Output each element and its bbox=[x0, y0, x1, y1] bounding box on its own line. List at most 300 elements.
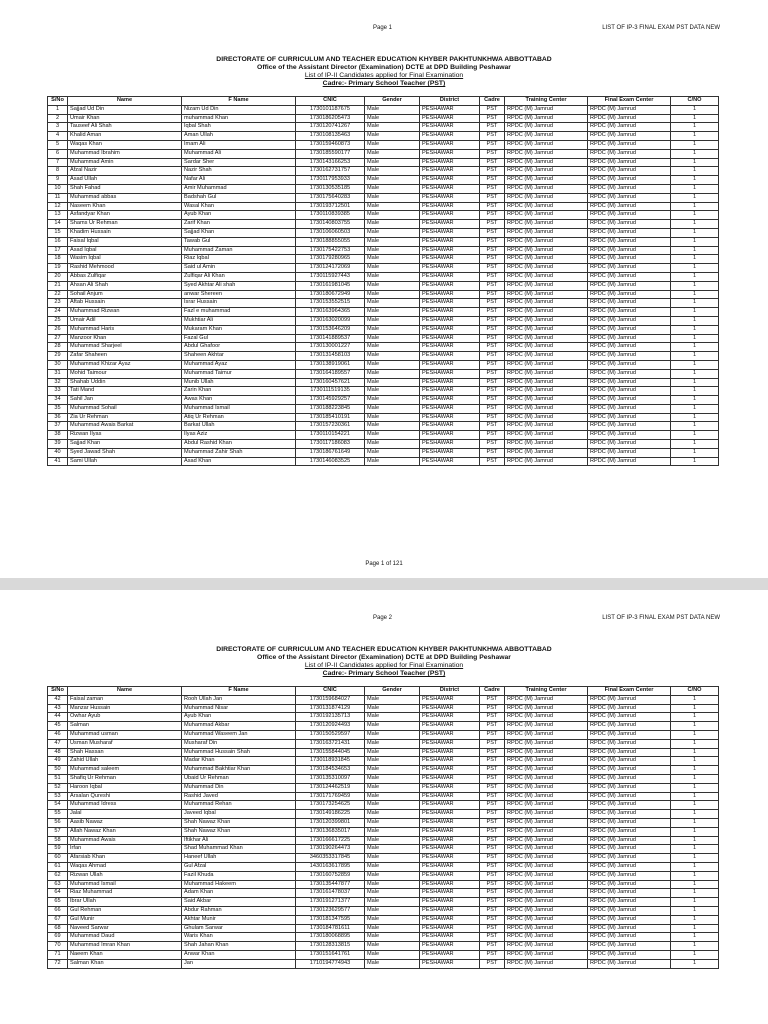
col-cnic: 1730184781611 bbox=[296, 924, 365, 933]
col-sno: 21 bbox=[48, 281, 68, 290]
col-name: Muhammad saleem bbox=[68, 766, 182, 775]
col-cnic: 1430163617895 bbox=[296, 862, 365, 871]
col-cnic: 1730110839385 bbox=[296, 211, 365, 220]
col-name: Rizwan Ilyas bbox=[68, 431, 182, 440]
col-name: Muhammad Khizar Ayaz bbox=[68, 360, 182, 369]
col-exam-center: RPDC (M) Jamrud bbox=[588, 810, 671, 819]
col-district: PESHAWAR bbox=[420, 132, 480, 141]
col-cadre: PST bbox=[480, 713, 505, 722]
col-name: Sahil Jan bbox=[68, 396, 182, 405]
col-exam-center: RPDC (M) Jamrud bbox=[588, 387, 671, 396]
col-gender: Male bbox=[365, 334, 420, 343]
col-district-header: District bbox=[420, 97, 480, 106]
col-sno: 45 bbox=[48, 722, 68, 731]
col-fname-header: F Name bbox=[182, 97, 296, 106]
col-name: Arsalan Qureshi bbox=[68, 792, 182, 801]
col-cadre: PST bbox=[480, 818, 505, 827]
col-cno: 1 bbox=[671, 889, 719, 898]
col-fname: Shad Muhammad Khan bbox=[182, 845, 296, 854]
col-gender: Male bbox=[365, 431, 420, 440]
col-cno: 1 bbox=[671, 810, 719, 819]
col-cadre: PST bbox=[480, 343, 505, 352]
col-exam-center: RPDC (M) Jamrud bbox=[588, 123, 671, 132]
col-fname: muhammad Khan bbox=[182, 114, 296, 123]
col-training-center: RPDC (M) Jamrud bbox=[505, 105, 588, 114]
col-exam-center: RPDC (M) Jamrud bbox=[588, 105, 671, 114]
col-sno: 56 bbox=[48, 818, 68, 827]
col-cno: 1 bbox=[671, 140, 719, 149]
col-cadre: PST bbox=[480, 924, 505, 933]
col-cadre: PST bbox=[480, 334, 505, 343]
col-district: PESHAWAR bbox=[420, 871, 480, 880]
col-cnic: 1730135310097 bbox=[296, 774, 365, 783]
col-district: PESHAWAR bbox=[420, 176, 480, 185]
col-gender-header: Gender bbox=[365, 687, 420, 696]
page-label: Page 1 bbox=[373, 25, 393, 31]
col-exam-center: RPDC (M) Jamrud bbox=[588, 360, 671, 369]
table-row bbox=[48, 818, 719, 827]
col-exam-center: RPDC (M) Jamrud bbox=[588, 730, 671, 739]
col-cno-header: C/NO bbox=[671, 687, 719, 696]
col-cnic: 1730117953933 bbox=[296, 176, 365, 185]
col-district: PESHAWAR bbox=[420, 140, 480, 149]
col-sno: 59 bbox=[48, 845, 68, 854]
col-cnic: 1730171769459 bbox=[296, 792, 365, 801]
col-cadre: PST bbox=[480, 378, 505, 387]
col-training-center: RPDC (M) Jamrud bbox=[505, 246, 588, 255]
table-row bbox=[48, 448, 719, 457]
col-cnic: 1730163964365 bbox=[296, 308, 365, 317]
col-cadre: PST bbox=[480, 123, 505, 132]
table-row bbox=[48, 369, 719, 378]
col-gender: Male bbox=[365, 906, 420, 915]
col-fname: Muhammad Din bbox=[182, 783, 296, 792]
col-cnic: 1730179280965 bbox=[296, 255, 365, 264]
col-district: PESHAWAR bbox=[420, 246, 480, 255]
candidates-table bbox=[47, 686, 719, 969]
col-training-center: RPDC (M) Jamrud bbox=[505, 334, 588, 343]
col-gender: Male bbox=[365, 950, 420, 959]
table-row bbox=[48, 352, 719, 361]
col-sno: 65 bbox=[48, 898, 68, 907]
list-title-header: LIST OF IP-3 FINAL EXAM PST DATA NEW bbox=[602, 615, 720, 621]
col-sno: 35 bbox=[48, 404, 68, 413]
col-cadre-header: Cadre bbox=[480, 97, 505, 106]
col-fname: Zulfiqar Ali Khan bbox=[182, 272, 296, 281]
col-cno: 1 bbox=[671, 757, 719, 766]
col-district: PESHAWAR bbox=[420, 827, 480, 836]
col-cadre: PST bbox=[480, 431, 505, 440]
col-cnic: 1730162731757 bbox=[296, 167, 365, 176]
col-training-center-header: Training Center bbox=[505, 97, 588, 106]
col-exam-center: RPDC (M) Jamrud bbox=[588, 281, 671, 290]
col-gender: Male bbox=[365, 810, 420, 819]
col-exam-center: RPDC (M) Jamrud bbox=[588, 158, 671, 167]
col-training-center: RPDC (M) Jamrud bbox=[505, 167, 588, 176]
col-name: Muhammad abbas bbox=[68, 193, 182, 202]
col-exam-center: RPDC (M) Jamrud bbox=[588, 264, 671, 273]
col-name: Shah Hassan bbox=[68, 748, 182, 757]
col-exam-center: RPDC (M) Jamrud bbox=[588, 176, 671, 185]
col-training-center: RPDC (M) Jamrud bbox=[505, 158, 588, 167]
col-name: Rizwan Ullah bbox=[68, 871, 182, 880]
col-exam-center: RPDC (M) Jamrud bbox=[588, 457, 671, 466]
col-fname: Ghulam Sarwar bbox=[182, 924, 296, 933]
col-sno: 1 bbox=[48, 105, 68, 114]
list-title-header: LIST OF IP-3 FINAL EXAM PST DATA NEW bbox=[602, 25, 720, 31]
col-cnic: 1730153552515 bbox=[296, 299, 365, 308]
title-directorate: DIRECTORATE OF CURRICULUM AND TEACHER EDUCATION KHYBER PAKHTUNKHWA ABBOTTABAD bbox=[216, 56, 552, 63]
col-district: PESHAWAR bbox=[420, 352, 480, 361]
col-cnic: 1730173254625 bbox=[296, 801, 365, 810]
table-row bbox=[48, 942, 719, 951]
col-name: Gul Rehman bbox=[68, 906, 182, 915]
title-list: List of IP-II Candidates applied for Final Examination bbox=[304, 662, 464, 669]
col-name: Wasim Iqbal bbox=[68, 255, 182, 264]
col-gender: Male bbox=[365, 202, 420, 211]
col-cnic: 1730193712501 bbox=[296, 202, 365, 211]
col-exam-center: RPDC (M) Jamrud bbox=[588, 237, 671, 246]
col-sno: 5 bbox=[48, 140, 68, 149]
col-fname: Said Akbar bbox=[182, 898, 296, 907]
col-cnic: 1730130535185 bbox=[296, 184, 365, 193]
table-row bbox=[48, 272, 719, 281]
col-fname: Mukhtiar Ali bbox=[182, 316, 296, 325]
col-cadre: PST bbox=[480, 898, 505, 907]
col-fname: Riaz Iqbal bbox=[182, 255, 296, 264]
col-gender: Male bbox=[365, 722, 420, 731]
col-name: Sajjad Khan bbox=[68, 440, 182, 449]
col-district: PESHAWAR bbox=[420, 255, 480, 264]
col-training-center: RPDC (M) Jamrud bbox=[505, 387, 588, 396]
col-sno: 37 bbox=[48, 422, 68, 431]
col-cnic: 1710194774943 bbox=[296, 959, 365, 968]
col-district: PESHAWAR bbox=[420, 334, 480, 343]
col-exam-center: RPDC (M) Jamrud bbox=[588, 132, 671, 141]
col-cadre: PST bbox=[480, 246, 505, 255]
col-fname: Muhammad Ismail bbox=[182, 404, 296, 413]
col-name: Ahsan Ali Shah bbox=[68, 281, 182, 290]
col-gender: Male bbox=[365, 123, 420, 132]
col-cnic: 1730111519135 bbox=[296, 387, 365, 396]
col-cadre: PST bbox=[480, 906, 505, 915]
table-row bbox=[48, 783, 719, 792]
col-cnic: 1730141889537 bbox=[296, 334, 365, 343]
col-sno: 15 bbox=[48, 228, 68, 237]
col-sno: 43 bbox=[48, 704, 68, 713]
col-fname: Sardar Sher bbox=[182, 158, 296, 167]
col-sno: 46 bbox=[48, 730, 68, 739]
col-training-center: RPDC (M) Jamrud bbox=[505, 862, 588, 871]
col-sno: 41 bbox=[48, 457, 68, 466]
col-sno-header: S/No bbox=[48, 687, 68, 696]
col-name: Afarsiab Khan bbox=[68, 854, 182, 863]
col-district: PESHAWAR bbox=[420, 713, 480, 722]
col-sno: 64 bbox=[48, 889, 68, 898]
col-gender: Male bbox=[365, 695, 420, 704]
col-district: PESHAWAR bbox=[420, 722, 480, 731]
col-district: PESHAWAR bbox=[420, 748, 480, 757]
col-sno: 54 bbox=[48, 801, 68, 810]
col-cadre: PST bbox=[480, 387, 505, 396]
col-training-center: RPDC (M) Jamrud bbox=[505, 959, 588, 968]
col-exam-center: RPDC (M) Jamrud bbox=[588, 950, 671, 959]
col-gender: Male bbox=[365, 184, 420, 193]
col-name-header: Name bbox=[68, 97, 182, 106]
col-training-center: RPDC (M) Jamrud bbox=[505, 898, 588, 907]
col-training-center: RPDC (M) Jamrud bbox=[505, 889, 588, 898]
col-cnic: 1730190264473 bbox=[296, 845, 365, 854]
col-exam-center: RPDC (M) Jamrud bbox=[588, 818, 671, 827]
col-cnic: 1730130001227 bbox=[296, 343, 365, 352]
col-training-center: RPDC (M) Jamrud bbox=[505, 255, 588, 264]
col-cadre: PST bbox=[480, 862, 505, 871]
col-exam-center: RPDC (M) Jamrud bbox=[588, 167, 671, 176]
col-cadre: PST bbox=[480, 396, 505, 405]
table-row bbox=[48, 246, 719, 255]
table-row bbox=[48, 862, 719, 871]
col-gender: Male bbox=[365, 457, 420, 466]
col-cno-header: C/NO bbox=[671, 97, 719, 106]
col-cadre: PST bbox=[480, 422, 505, 431]
col-fname: Anwar Khan bbox=[182, 950, 296, 959]
col-fname: Muhammad Akbar bbox=[182, 722, 296, 731]
col-cnic: 1730124172069 bbox=[296, 264, 365, 273]
col-exam-center: RPDC (M) Jamrud bbox=[588, 369, 671, 378]
col-cnic: 1730191271377 bbox=[296, 898, 365, 907]
col-name: Mohid Taimour bbox=[68, 369, 182, 378]
col-training-center: RPDC (M) Jamrud bbox=[505, 713, 588, 722]
col-fname: Muhammad Bakhtiar Khan bbox=[182, 766, 296, 775]
col-name: Faisal zaman bbox=[68, 695, 182, 704]
col-cno: 1 bbox=[671, 132, 719, 141]
col-cnic: 1730180068895 bbox=[296, 933, 365, 942]
col-fname: Musharaf Din bbox=[182, 739, 296, 748]
col-fname: Atiq Ur Rehman bbox=[182, 413, 296, 422]
col-fname: Muhammad Ali bbox=[182, 149, 296, 158]
col-sno: 34 bbox=[48, 396, 68, 405]
table-row bbox=[48, 378, 719, 387]
col-training-center: RPDC (M) Jamrud bbox=[505, 378, 588, 387]
col-fname: Nazir Shah bbox=[182, 167, 296, 176]
col-cno: 1 bbox=[671, 404, 719, 413]
col-cadre: PST bbox=[480, 299, 505, 308]
col-gender: Male bbox=[365, 845, 420, 854]
col-cnic: 1730157230361 bbox=[296, 422, 365, 431]
col-training-center: RPDC (M) Jamrud bbox=[505, 202, 588, 211]
col-gender: Male bbox=[365, 281, 420, 290]
col-gender: Male bbox=[365, 739, 420, 748]
col-exam-center: RPDC (M) Jamrud bbox=[588, 396, 671, 405]
col-district: PESHAWAR bbox=[420, 281, 480, 290]
col-cno: 1 bbox=[671, 325, 719, 334]
col-cadre: PST bbox=[480, 942, 505, 951]
col-cno: 1 bbox=[671, 730, 719, 739]
col-fname: Muhammad Zahir Shah bbox=[182, 448, 296, 457]
col-training-center: RPDC (M) Jamrud bbox=[505, 299, 588, 308]
col-cno: 1 bbox=[671, 933, 719, 942]
col-district: PESHAWAR bbox=[420, 308, 480, 317]
col-training-center: RPDC (M) Jamrud bbox=[505, 132, 588, 141]
col-cadre: PST bbox=[480, 369, 505, 378]
col-exam-center: RPDC (M) Jamrud bbox=[588, 695, 671, 704]
col-exam-center: RPDC (M) Jamrud bbox=[588, 220, 671, 229]
col-fname: Awas Khan bbox=[182, 396, 296, 405]
table-row bbox=[48, 695, 719, 704]
col-fname: Imam Ali bbox=[182, 140, 296, 149]
col-name: Naseem Khan bbox=[68, 202, 182, 211]
col-cno: 1 bbox=[671, 792, 719, 801]
col-cno: 1 bbox=[671, 184, 719, 193]
col-gender: Male bbox=[365, 220, 420, 229]
col-exam-center: RPDC (M) Jamrud bbox=[588, 246, 671, 255]
col-cadre: PST bbox=[480, 228, 505, 237]
table-row bbox=[48, 237, 719, 246]
col-district: PESHAWAR bbox=[420, 184, 480, 193]
col-cno: 1 bbox=[671, 739, 719, 748]
col-name: Manzar Hussain bbox=[68, 704, 182, 713]
document-titles bbox=[0, 646, 768, 678]
table-row bbox=[48, 431, 719, 440]
col-sno: 49 bbox=[48, 757, 68, 766]
col-district: PESHAWAR bbox=[420, 898, 480, 907]
col-training-center: RPDC (M) Jamrud bbox=[505, 836, 588, 845]
title-office: Office of the Assistant Director (Examination) DCTE at DPD Building Peshawar bbox=[257, 654, 511, 661]
col-cadre: PST bbox=[480, 457, 505, 466]
table-row bbox=[48, 933, 719, 942]
document-titles bbox=[0, 56, 768, 88]
table-row bbox=[48, 176, 719, 185]
col-cno: 1 bbox=[671, 264, 719, 273]
col-sno: 14 bbox=[48, 220, 68, 229]
col-training-center: RPDC (M) Jamrud bbox=[505, 950, 588, 959]
col-name: Muhammad Daud bbox=[68, 933, 182, 942]
table-row bbox=[48, 290, 719, 299]
col-cno: 1 bbox=[671, 906, 719, 915]
col-fname: Shah Jahan Khan bbox=[182, 942, 296, 951]
col-cnic: 1730131874129 bbox=[296, 704, 365, 713]
col-cno: 1 bbox=[671, 105, 719, 114]
title-office: Office of the Assistant Director (Examination) DCTE at DPD Building Peshawar bbox=[257, 64, 511, 71]
col-gender: Male bbox=[365, 396, 420, 405]
col-gender: Male bbox=[365, 246, 420, 255]
col-gender: Male bbox=[365, 264, 420, 273]
col-cadre-header: Cadre bbox=[480, 687, 505, 696]
col-gender: Male bbox=[365, 369, 420, 378]
col-fname: Muhammad Waseem Jan bbox=[182, 730, 296, 739]
col-name: Muhammad Awais Barkat bbox=[68, 422, 182, 431]
table-row bbox=[48, 766, 719, 775]
col-cadre: PST bbox=[480, 783, 505, 792]
col-gender: Male bbox=[365, 774, 420, 783]
col-district: PESHAWAR bbox=[420, 889, 480, 898]
col-training-center: RPDC (M) Jamrud bbox=[505, 774, 588, 783]
col-gender: Male bbox=[365, 132, 420, 141]
col-cno: 1 bbox=[671, 448, 719, 457]
col-sno: 11 bbox=[48, 193, 68, 202]
col-name: Haroon Iqbal bbox=[68, 783, 182, 792]
col-cadre: PST bbox=[480, 757, 505, 766]
col-gender: Male bbox=[365, 933, 420, 942]
col-district: PESHAWAR bbox=[420, 290, 480, 299]
col-exam-center: RPDC (M) Jamrud bbox=[588, 228, 671, 237]
col-cadre: PST bbox=[480, 695, 505, 704]
col-cadre: PST bbox=[480, 158, 505, 167]
col-cnic: 1730188855055 bbox=[296, 237, 365, 246]
col-cadre: PST bbox=[480, 114, 505, 123]
table-row bbox=[48, 801, 719, 810]
col-name: Gul Munir bbox=[68, 915, 182, 924]
col-district: PESHAWAR bbox=[420, 950, 480, 959]
table-row bbox=[48, 140, 719, 149]
col-name: Khalid Aman bbox=[68, 132, 182, 141]
col-gender: Male bbox=[365, 290, 420, 299]
col-name: Sami Ullah bbox=[68, 457, 182, 466]
col-name: Irfan bbox=[68, 845, 182, 854]
table-row bbox=[48, 167, 719, 176]
col-district: PESHAWAR bbox=[420, 220, 480, 229]
col-gender: Male bbox=[365, 149, 420, 158]
col-cno: 1 bbox=[671, 123, 719, 132]
col-fname: Ayub Khan bbox=[182, 211, 296, 220]
col-fname: Shaheen Akhtar bbox=[182, 352, 296, 361]
table-row bbox=[48, 898, 719, 907]
col-district: PESHAWAR bbox=[420, 228, 480, 237]
col-sno: 58 bbox=[48, 836, 68, 845]
col-district: PESHAWAR bbox=[420, 299, 480, 308]
col-cadre: PST bbox=[480, 184, 505, 193]
col-cno: 1 bbox=[671, 422, 719, 431]
col-training-center: RPDC (M) Jamrud bbox=[505, 422, 588, 431]
col-name: Waqas Khan bbox=[68, 140, 182, 149]
col-sno: 50 bbox=[48, 766, 68, 775]
col-training-center: RPDC (M) Jamrud bbox=[505, 695, 588, 704]
table-row bbox=[48, 722, 719, 731]
col-sno: 17 bbox=[48, 246, 68, 255]
col-district: PESHAWAR bbox=[420, 801, 480, 810]
col-exam-center: RPDC (M) Jamrud bbox=[588, 299, 671, 308]
col-name: Umair Adil bbox=[68, 316, 182, 325]
col-gender: Male bbox=[365, 730, 420, 739]
col-name: Muhammad Haris bbox=[68, 325, 182, 334]
col-district: PESHAWAR bbox=[420, 123, 480, 132]
col-fname: Gul Afzal bbox=[182, 862, 296, 871]
table-row bbox=[48, 915, 719, 924]
table-row bbox=[48, 404, 719, 413]
col-training-center: RPDC (M) Jamrud bbox=[505, 448, 588, 457]
col-training-center: RPDC (M) Jamrud bbox=[505, 915, 588, 924]
col-cno: 1 bbox=[671, 237, 719, 246]
col-cno: 1 bbox=[671, 871, 719, 880]
col-sno: 13 bbox=[48, 211, 68, 220]
col-sno: 47 bbox=[48, 739, 68, 748]
col-sno: 57 bbox=[48, 827, 68, 836]
col-cadre: PST bbox=[480, 149, 505, 158]
col-cno: 1 bbox=[671, 149, 719, 158]
col-gender: Male bbox=[365, 228, 420, 237]
col-cno: 1 bbox=[671, 431, 719, 440]
col-sno: 53 bbox=[48, 792, 68, 801]
col-fname: anwar Shereen bbox=[182, 290, 296, 299]
col-cnic-header: CNIC bbox=[296, 97, 365, 106]
col-cno: 1 bbox=[671, 378, 719, 387]
col-gender: Male bbox=[365, 854, 420, 863]
table-row bbox=[48, 739, 719, 748]
col-cadre: PST bbox=[480, 739, 505, 748]
col-sno: 44 bbox=[48, 713, 68, 722]
col-exam-center: RPDC (M) Jamrud bbox=[588, 801, 671, 810]
col-gender: Male bbox=[365, 343, 420, 352]
